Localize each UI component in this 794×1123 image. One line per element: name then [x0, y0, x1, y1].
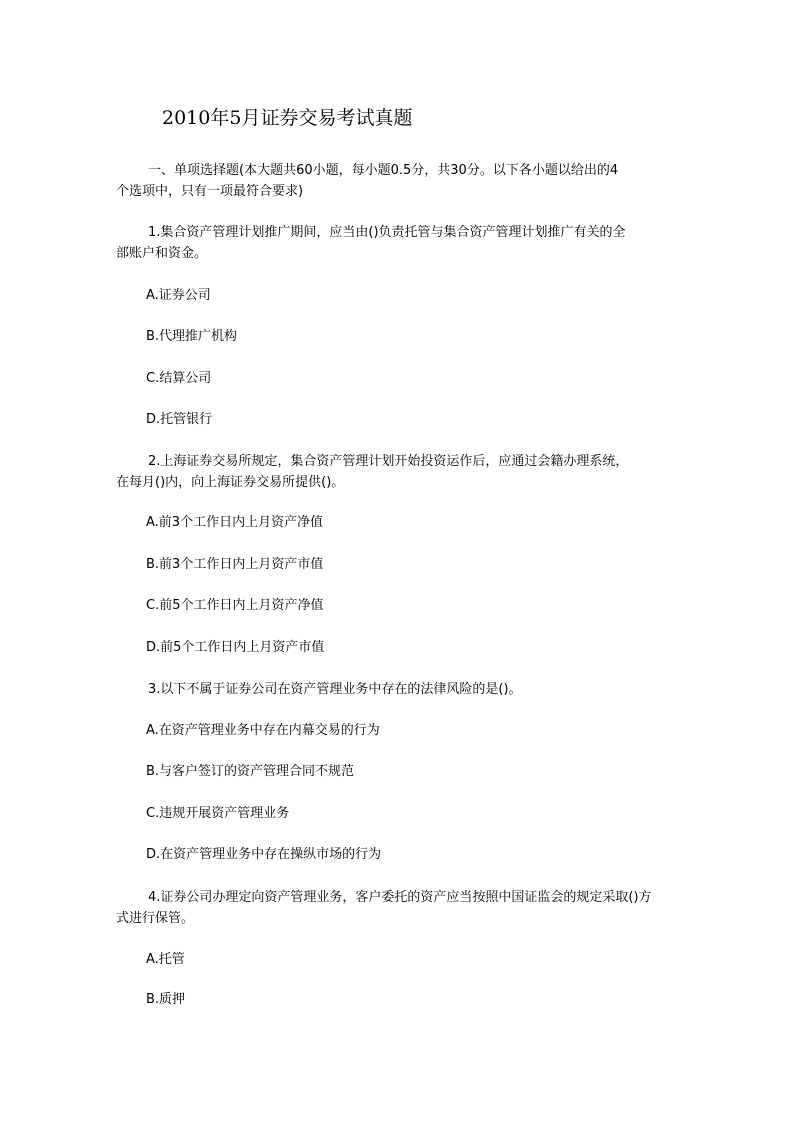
question-1-line-1: 1.集合资产管理计划推广期间，应当由()负责托管与集合资产管理计划推广有关的全 [148, 225, 626, 240]
question-3-option-a: A.在资产管理业务中存在内幕交易的行为 [146, 723, 380, 738]
question-2-line-2: 在每月()内，向上海证券交易所提供()。 [116, 475, 345, 490]
question-4-line-2: 式进行保管。 [116, 911, 195, 926]
question-1-line-2: 部账户和资金。 [116, 246, 208, 261]
question-2-option-a: A.前3个工作日内上月资产净值 [146, 515, 324, 530]
question-4-option-a: A.托管 [146, 952, 185, 967]
question-2-option-b: B.前3个工作日内上月资产市值 [146, 557, 324, 572]
section-heading-line-2: 个选项中，只有一项最符合要求) [116, 184, 304, 199]
question-1-option-b: B.代理推广机构 [146, 329, 238, 344]
question-2 [116, 451, 716, 493]
question-2-option-c: C.前5个工作日内上月资产净值 [146, 598, 324, 613]
question-3 [116, 679, 716, 700]
section-heading [116, 160, 716, 202]
question-3-option-b: B.与客户签订的资产管理合同不规范 [146, 764, 355, 779]
question-4 [116, 887, 716, 929]
document-title: 2010年5月证券交易考试真题 [162, 107, 413, 129]
question-1-option-a: A.证券公司 [146, 288, 211, 303]
question-3-option-c: C.违规开展资产管理业务 [146, 806, 290, 821]
question-3-line-1: 3.以下不属于证券公司在资产管理业务中存在的法律风险的是()。 [148, 682, 522, 697]
question-1-option-c: C.结算公司 [146, 371, 212, 386]
section-heading-line-1: 一、单项选择题(本大题共60小题，每小题0.5分，共30分。以下各小题以给出的4 [148, 163, 619, 178]
question-2-line-1: 2.上海证券交易所规定，集合资产管理计划开始投资运作后，应通过会籍办理系统， [148, 454, 629, 469]
question-4-option-b: B.质押 [146, 992, 186, 1007]
question-1-option-d: D.托管银行 [146, 412, 213, 427]
question-3-option-d: D.在资产管理业务中存在操纵市场的行为 [146, 847, 382, 862]
question-4-line-1: 4.证券公司办理定向资产管理业务，客户委托的资产应当按照中国证监会的规定采取()方 [148, 890, 652, 905]
question-2-option-d: D.前5个工作日内上月资产市值 [146, 640, 325, 655]
question-1 [116, 222, 716, 264]
